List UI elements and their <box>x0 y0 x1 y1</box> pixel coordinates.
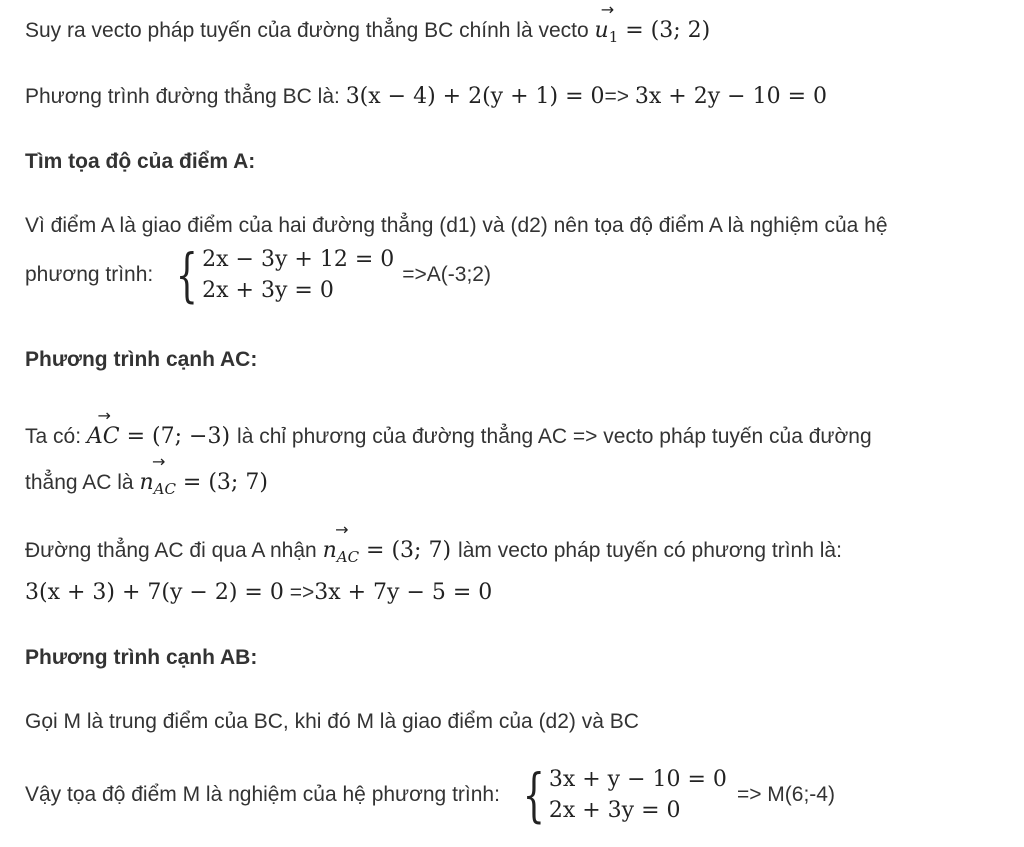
paragraph-ac-line <box>25 520 842 566</box>
text: Phương trình đường thẳng BC là: <box>25 85 340 108</box>
heading-ac: Phương trình cạnh AC: <box>25 348 258 371</box>
brace-icon: { <box>176 241 199 309</box>
vector-arrow-icon: → <box>151 452 166 471</box>
system-row: 2x + 3y = 0 <box>202 278 334 303</box>
system-row: 2x − 3y + 12 = 0 <box>202 247 395 272</box>
math-vector-n-ac: → $n_{AC} = (3$; 7) <box>322 520 452 566</box>
math-vector-u1: → $u_1 = (3$; 2) <box>594 0 711 46</box>
text: Đường thẳng AC đi qua A nhận <box>25 539 317 562</box>
paragraph-ac-direction <box>25 406 872 449</box>
paragraph-ac-normal <box>25 452 268 498</box>
math-vector-n-ac: → $n_{AC} = (3$; 7) <box>139 452 268 498</box>
vector-arrow-icon: → <box>600 0 615 19</box>
text: thẳng AC là <box>25 471 134 494</box>
text: là chỉ phương của đường thẳng AC => vecto pháp tuyến của đường <box>237 425 872 448</box>
math-eq1: 3(x + 3) + 7(y − 2) = 0 <box>25 580 284 605</box>
text: làm vecto pháp tuyến có phương trình là: <box>458 539 842 562</box>
paragraph-a-system <box>25 241 491 309</box>
paragraph-midpoint: Gọi M là trung điểm của BC, khi đó M là giao điểm của (d2) và BC <box>25 710 639 733</box>
equation-system-m <box>508 761 727 829</box>
result-m: => M(6;-4) <box>736 783 835 806</box>
system-row: 2x + 3y = 0 <box>548 798 681 823</box>
paragraph-equation-bc <box>25 84 827 109</box>
text: Suy ra vecto pháp tuyến của đường thẳng BC chính là vecto <box>25 19 589 42</box>
math-vector-ac: → AC = (7; −3) <box>86 406 231 449</box>
result-a: =>A(-3;2) <box>402 263 491 286</box>
math-eq2: 3x + 2y − 10 = 0 <box>634 84 827 109</box>
brace-icon: { <box>522 761 545 829</box>
text: phương trình: <box>25 263 154 286</box>
vector-arrow-icon: → <box>97 406 111 425</box>
vector-arrow-icon: → <box>335 520 349 539</box>
paragraph-ac-equation <box>25 580 492 605</box>
equation-system-a <box>161 241 395 309</box>
implies: => <box>604 85 630 108</box>
text: Vậy tọa độ điểm M là nghiệm của hệ phương trình: <box>25 783 500 806</box>
paragraph-m-system <box>25 761 835 829</box>
math-eq2: 3x + 7y − 5 = 0 <box>314 580 493 605</box>
math-eq1: 3(x − 4) + 2(y + 1) = 0 <box>345 84 605 109</box>
implies: => <box>289 581 315 604</box>
heading-find-a: Tìm tọa độ của điểm A: <box>25 150 256 173</box>
paragraph-a-intersection: Vì điểm A là giao điểm của hai đường thẳng (d1) và (d2) nên tọa độ điểm A là nghiệm của hệ <box>25 214 888 237</box>
paragraph-normal-vector-bc <box>25 0 711 46</box>
system-row: 3x + y − 10 = 0 <box>548 767 727 792</box>
heading-ab: Phương trình cạnh AB: <box>25 646 258 669</box>
text: Ta có: <box>25 425 82 448</box>
